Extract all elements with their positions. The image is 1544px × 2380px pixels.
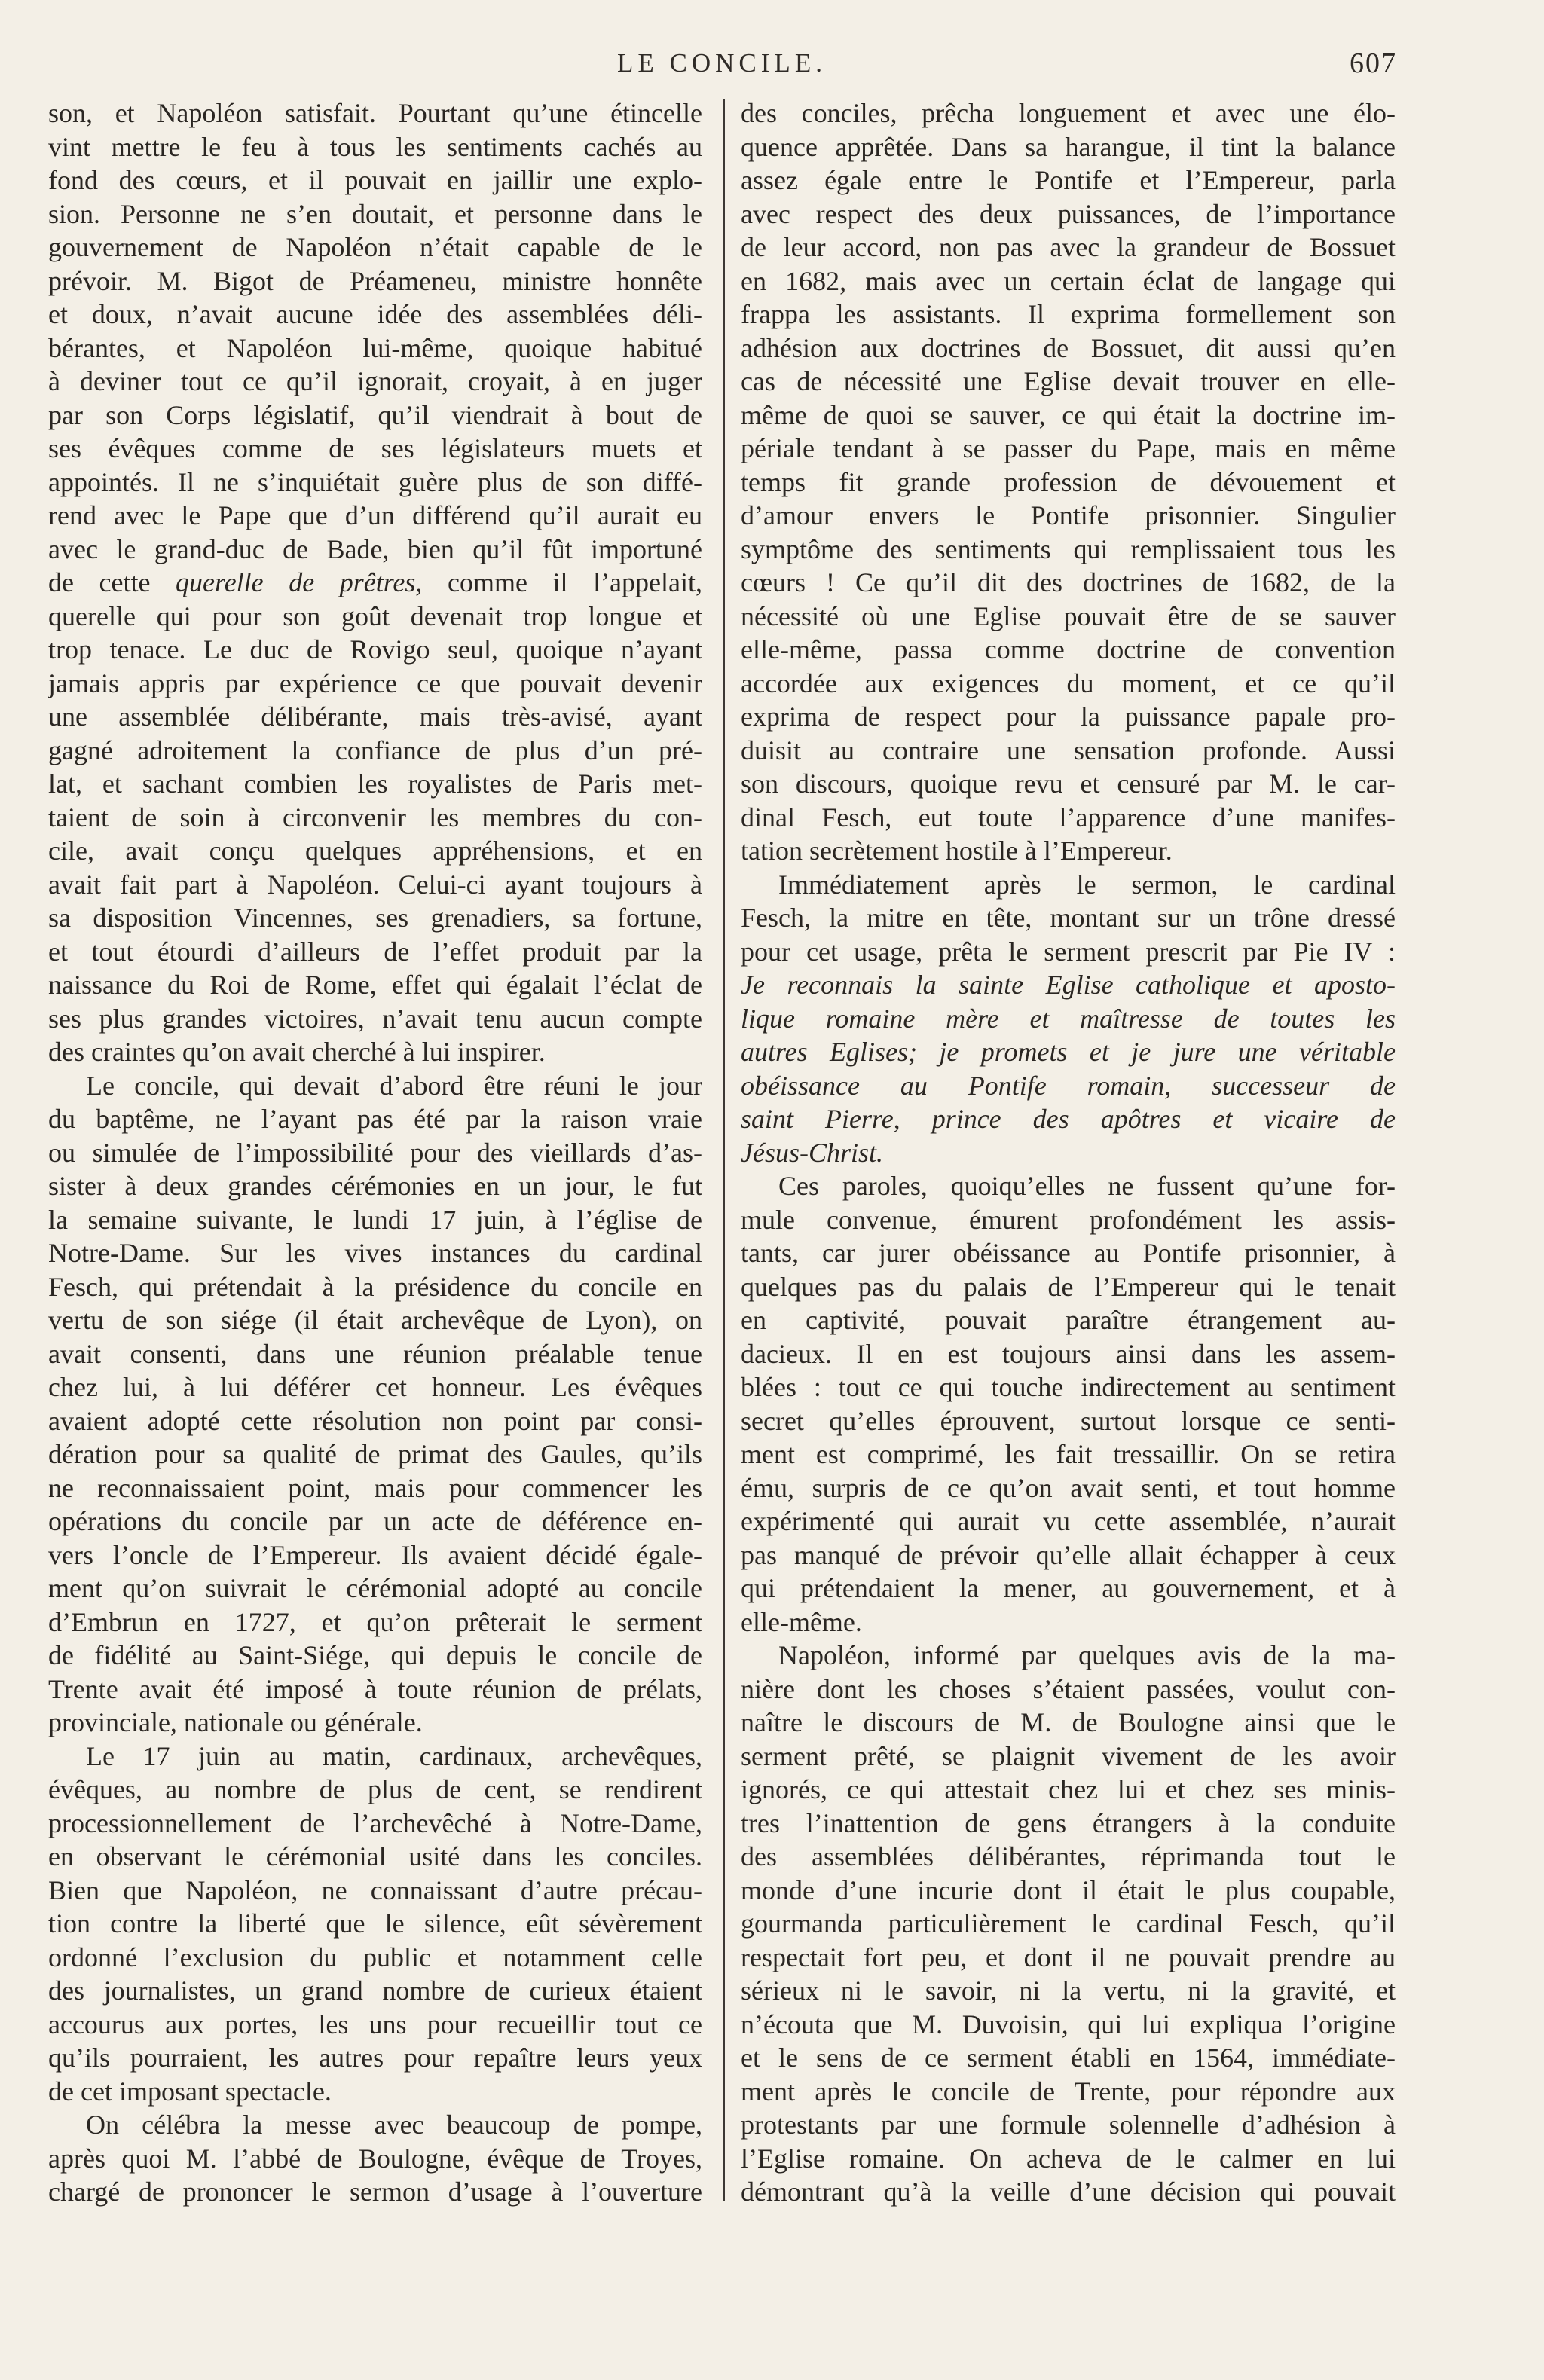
text-line: et doux, n’avait aucune idée des assemblées déli- [48,299,702,329]
text-line: chargé de prononcer le sermon d’usage à l’ouverture [48,2177,702,2207]
text-line: dération pour sa qualité de primat des Gaules, qu’ils [48,1439,702,1469]
text-line: Immédiatement après le sermon, le cardinal [778,869,1396,900]
text-line: vint mettre le feu à tous les sentiments cachés au [48,131,702,162]
text-line: pas manqué de prévoir qu’elle allait échapper à ceux [741,1539,1396,1570]
text-line: sa disposition Vincennes, ses grenadiers, sa fortune, [48,903,702,933]
text-line: blées : tout ce qui touche indirectement au sentiment [741,1372,1396,1402]
text-line: son discours, quoique revu et censuré par M. le car- [741,768,1396,799]
text-line: ses plus grandes victoires, n’avait tenu aucun compte [48,1003,702,1034]
column-divider [723,99,725,2201]
text-line: avec respect des deux puissances, de l’importance [741,198,1396,229]
text-line: de cet imposant spectacle. [48,2076,332,2107]
text-line: naissance du Roi de Rome, effet qui égalait l’éclat de [48,970,702,1000]
text-line: démontrant qu’à la veille d’une décision qui pouvait [741,2177,1396,2207]
text-line: tants, car jurer obéissance au Pontife prisonnier, à [741,1238,1396,1268]
text-line: dacieux. Il en est toujours ainsi dans les assem- [741,1338,1396,1369]
text-segment: de cette [48,567,176,597]
text-line: Napoléon, informé par quelques avis de la ma- [778,1640,1396,1670]
text-line: querelle qui pour son goût devenait trop longue et [48,600,702,631]
text-line: ému, surpris de ce qu’on avait senti, et tout homme [741,1472,1396,1503]
page-title: LE CONCILE. [617,48,827,78]
text-line: périale tendant à se passer du Pape, mais en même [741,433,1396,463]
text-line: en observant le cérémonial usité dans les conciles. [48,1841,702,1871]
text-line: avec le grand-duc de Bade, bien qu’il fût importuné [48,533,702,564]
text-line: tres l’inattention de gens étrangers à la conduite [741,1807,1396,1838]
text-line: des conciles, prêcha longuement et avec une élo- [741,98,1396,128]
left-column [48,96,702,2209]
text-line: exprima de respect pour la puissance papale pro- [741,701,1396,732]
text-line: son, et Napoléon satisfait. Pourtant qu’une étincelle [48,98,702,128]
text-line: sister à deux grandes cérémonies en un jour, le fut [48,1171,702,1201]
text-line: nière dont les choses s’étaient passées, voulut con- [741,1673,1396,1704]
text-line: Le 17 juin au matin, cardinaux, archevêques, [86,1740,702,1771]
text-line: tation secrètement hostile à l’Empereur. [741,836,1173,866]
text-line: Je reconnais la sainte Eglise catholique et aposto- [741,970,1396,1000]
text-line: lat, et sachant combien les royalistes de Paris met- [48,768,702,799]
text-line: gagné adroitement la confiance de plus d’un pré- [48,735,702,765]
text-line: saint Pierre, prince des apôtres et vicaire de [741,1104,1396,1134]
text-line: pour cet usage, prêta le serment prescrit par Pie IV : [741,936,1396,967]
text-line: la semaine suivante, le lundi 17 juin, à l’église de [48,1204,702,1235]
text-line: processionnellement de l’archevêché à Notre-Dame, [48,1807,702,1838]
text-line: elle-même. [741,1606,862,1637]
text-line: quence apprêtée. Dans sa harangue, il tint la balance [741,131,1396,162]
page-number: 607 [1350,47,1397,79]
text-line: vers l’oncle de l’Empereur. Ils avaient décidé égale- [48,1539,702,1570]
text-line: des journalistes, un grand nombre de curieux étaient [48,1975,702,2006]
text-line: gouvernement de Napoléon n’était capable de le [48,232,702,262]
text-line: monde d’une incurie dont il était le plus coupable, [741,1874,1396,1905]
text-line: secret qu’elles éprouvent, surtout lorsque ce senti- [741,1405,1396,1436]
text-line: chez lui, à lui déférer cet honneur. Les évêques [48,1372,702,1402]
text-line: Ces paroles, quoiqu’elles ne fussent qu’une for- [778,1171,1396,1201]
text-line: elle-même, passa comme doctrine de convention [741,634,1396,665]
italic-text-segment: querelle de prêtres, [176,567,423,597]
text-line: avaient adopté cette résolution non point par consi- [48,1405,702,1436]
text-line: de fidélité au Saint-Siége, qui depuis le concile de [48,1640,702,1670]
text-line: et le sens de ce serment établi en 1564, immédiate- [741,2042,1396,2073]
text-line: adhésion aux doctrines de Bossuet, dit aussi qu’en [741,332,1396,363]
text-line: On célébra la messe avec beaucoup de pompe, [86,2110,702,2140]
text-line: prévoir. M. Bigot de Préameneu, ministre honnête [48,265,702,296]
text-line: symptôme des sentiments qui remplissaient tous les [741,533,1396,564]
text-line: en 1682, mais avec un certain éclat de langage qui [741,265,1396,296]
text-line: cas de nécessité une Eglise devait trouver en elle- [741,366,1396,396]
text-line: des assemblées délibérantes, réprimanda tout le [741,1841,1396,1871]
text-line: jamais appris par expérience ce que pouvait devenir [48,668,702,698]
text-line: même de quoi se sauver, ce qui était la doctrine im- [741,399,1396,430]
text-line: ment est comprimé, les fait tressaillir. On se retira [741,1439,1396,1469]
text-line: à deviner tout ce qu’il ignorait, croyait, à en juger [48,366,702,396]
text-line: quelques pas du palais de l’Empereur qui le tenait [741,1271,1396,1302]
text-line: d’Embrun en 1727, et qu’on prêterait le serment [48,1606,702,1637]
text-line: bérantes, et Napoléon lui-même, quoique habitué [48,332,702,363]
text-line: avait consenti, dans une réunion préalable tenue [48,1338,702,1369]
text-line: mule convenue, émurent profondément les assis- [741,1204,1396,1235]
text-line: ordonné l’exclusion du public et notamment celle [48,1942,702,1972]
text-line: avait fait part à Napoléon. Celui-ci ayant toujours à [48,869,702,900]
text-line [48,566,702,600]
text-line: fond des cœurs, et il pouvait en jaillir une explo- [48,165,702,195]
text-line: duisit au contraire une sensation profonde. Aussi [741,735,1396,765]
text-line: évêques, au nombre de plus de cent, se rendirent [48,1774,702,1804]
text-line: lique romaine mère et maîtresse de toutes les [741,1003,1396,1034]
text-line: du baptême, ne l’ayant pas été par la raison vraie [48,1104,702,1134]
text-line: l’Eglise romaine. On acheva de le calmer en lui [741,2143,1396,2174]
text-line: sion. Personne ne s’en doutait, et personne dans le [48,198,702,229]
text-line: d’amour envers le Pontife prisonnier. Singulier [741,500,1396,530]
text-line: naître le discours de M. de Boulogne ainsi que le [741,1707,1396,1737]
text-line: ment qu’on suivrait le cérémonial adopté au concile [48,1573,702,1603]
text-line: Notre-Dame. Sur les vives instances du cardinal [48,1238,702,1268]
text-line: opérations du concile par un acte de déférence en- [48,1506,702,1536]
text-line: de leur accord, non pas avec la grandeur de Bossuet [741,232,1396,262]
text-line: ou simulée de l’impossibilité pour des vieillards d’as- [48,1137,702,1168]
text-line: temps fit grande profession de dévouement et [741,466,1396,497]
text-line: Trente avait été imposé à toute réunion de prélats, [48,1673,702,1704]
text-line: autres Eglises; je promets et je jure une véritable [741,1037,1396,1067]
text-line: nécessité où une Eglise pouvait être de se sauver [741,600,1396,631]
text-line: sérieux ni le savoir, ni la vertu, ni la gravité, et [741,1975,1396,2006]
text-line: Jésus-Christ. [741,1137,883,1168]
text-line: une assemblée délibérante, mais très-avisé, ayant [48,701,702,732]
text-line: n’écouta que M. Duvoisin, qui lui expliqua l’origine [741,2009,1396,2039]
text-line: ne reconnaissaient point, mais pour commencer les [48,1472,702,1503]
text-line: cœurs ! Ce qu’il dit des doctrines de 1682, de la [741,567,1396,597]
text-line: rend avec le Pape que d’un différend qu’il aurait eu [48,500,702,530]
text-line: obéissance au Pontife romain, successeur de [741,1070,1396,1101]
text-line: par son Corps législatif, qu’il viendrait à bout de [48,399,702,430]
text-line: Le concile, qui devait d’abord être réuni le jour [86,1070,702,1101]
text-line: Fesch, la mitre en tête, montant sur un trône dressé [741,903,1396,933]
text-line: ses évêques comme de ses législateurs muets et [48,433,702,463]
text-line: gourmanda particulièrement le cardinal Fesch, qu’il [741,1908,1396,1939]
text-line: protestants par une formule solennelle d’adhésion à [741,2110,1396,2140]
text-line: serment prêté, se plaignit vivement de les avoir [741,1740,1396,1771]
text-line: accourus aux portes, les uns pour recueillir tout ce [48,2009,702,2039]
text-line: respectait fort peu, et dont il ne pouvait prendre au [741,1942,1396,1972]
text-line: accordée aux exigences du moment, et ce qu’il [741,668,1396,698]
text-line: qui prétendaient la mener, au gouvernement, et à [741,1573,1396,1603]
text-line: assez égale entre le Pontife et l’Empereur, parla [741,165,1396,195]
text-segment: comme il l’appelait, [422,567,702,597]
text-line: après quoi M. l’abbé de Boulogne, évêque de Troyes, [48,2143,702,2174]
text-line: trop tenace. Le duc de Rovigo seul, quoique n’ayant [48,634,702,665]
text-line: provinciale, nationale ou générale. [48,1707,423,1737]
text-line: dinal Fesch, eut toute l’apparence d’une manifes- [741,802,1396,833]
text-line: en captivité, pouvait paraître étrangement au- [741,1305,1396,1335]
text-line: taient de soin à circonvenir les membres du con- [48,802,702,833]
text-line: expérimenté qui aurait vu cette assemblée, n’aurait [741,1506,1396,1536]
text-line: qu’ils pourraient, les autres pour repaître leurs yeux [48,2042,702,2073]
text-line: appointés. Il ne s’inquiétait guère plus de son diffé- [48,466,702,497]
text-line: tion contre la liberté que le silence, eût sévèrement [48,1908,702,1939]
text-line: et tout étourdi d’ailleurs de l’effet produit par la [48,936,702,967]
text-line: frappa les assistants. Il exprima formellement son [741,299,1396,329]
text-line: vertu de son siége (il était archevêque de Lyon), on [48,1305,702,1335]
text-line: Fesch, qui prétendait à la présidence du concile en [48,1271,702,1302]
right-column [741,96,1396,2209]
text-line: des craintes qu’on avait cherché à lui inspirer. [48,1037,546,1067]
text-line: cile, avait conçu quelques appréhensions, et en [48,836,702,866]
text-line: Bien que Napoléon, ne connaissant d’autre précau- [48,1874,702,1905]
text-line: ignorés, ce qui attestait chez lui et chez ses minis- [741,1774,1396,1804]
text-line: ment après le concile de Trente, pour répondre aux [741,2076,1396,2107]
